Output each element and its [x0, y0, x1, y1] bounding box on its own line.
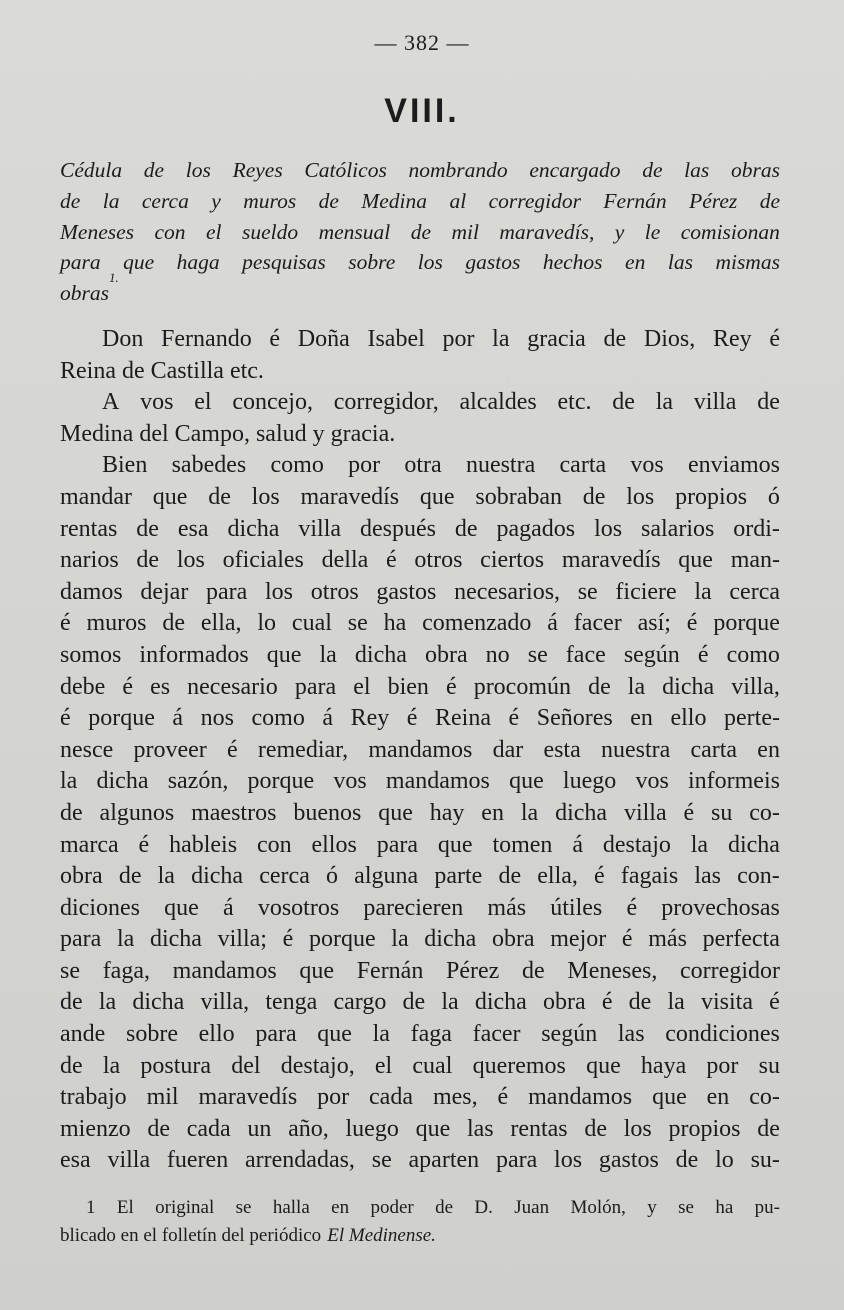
body-line: la dicha sazón, porque vos mandamos que luego vos informeis [60, 768, 780, 795]
page-number: — 382 — [374, 30, 470, 55]
body-line: Medina del Campo, salud y gracia. [60, 420, 396, 447]
body-line: Don Fernando é Doña Isabel por la gracia de Dios, Rey é [102, 326, 780, 352]
body-line: debe é es necesario para el bien é procomún de la dicha villa, [60, 673, 780, 700]
footnote-line [60, 1222, 780, 1250]
body-line: mienzo de cada un año, luego que las rentas de los propios de [60, 1115, 780, 1142]
body-line: de algunos maestros buenos que hay en la dicha villa é su co- [60, 799, 780, 826]
body-line: trabajo mil maravedís por cada mes, é mandamos que en co- [60, 1084, 780, 1111]
body-line: rentas de esa dicha villa después de pagados los salarios ordi- [60, 515, 780, 542]
body-line: mandar que de los maravedís que sobraban de los propios ó [60, 483, 780, 510]
body-line: nesce proveer é remediar, mandamos dar esta nuestra carta en [60, 736, 780, 763]
body-line: obra de la dicha cerca ó alguna parte de ella, é fagais las con- [60, 863, 780, 890]
body-line: narios de los oficiales della é otros ciertos maravedís que man- [60, 547, 780, 574]
body-line: diciones que á vosotros parecieren más útiles é provechosas [60, 894, 780, 921]
summary-line: de la cerca y muros de Medina al corregidor Fernán Pérez de [60, 188, 780, 213]
body-line: damos dejar para los otros gastos necesarios, se ficiere la cerca [60, 578, 780, 605]
body-line: é muros de ella, lo cual se ha comenzado á facer así; é porque [60, 610, 780, 637]
body-line: é porque á nos como á Rey é Reina é Señores en ello perte- [60, 705, 780, 732]
footnote-text: blicado en el folletín del periódico [60, 1225, 322, 1246]
summary-line: Meneses con el sueldo mensual de mil maravedís, y le comisionan [60, 219, 780, 244]
body-line: Bien sabedes como por otra nuestra carta vos enviamos [102, 452, 780, 479]
body-line: Reina de Castilla etc. [60, 357, 264, 384]
body-line: marca é hableis con ellos para que tomen á destajo la dicha [60, 831, 780, 858]
periodical-title: El Medinense. [327, 1225, 436, 1246]
footnote-reference: 1. [108, 271, 119, 286]
body-line: somos informados que la dicha obra no se face según é como [60, 641, 780, 668]
body-line: de la dicha villa, tenga cargo de la dicha obra é de la visita é [60, 989, 780, 1016]
body-line: A vos el concejo, corregidor, alcaldes etc. de la villa de [102, 389, 780, 416]
body-line: de la postura del destajo, el cual queremos que haya por su [60, 1052, 780, 1079]
summary-line: Cédula de los Reyes Católicos nombrando encargado de las obras [60, 158, 780, 182]
footnote-line: 1 El original se halla en poder de D. Juan Molón, y se ha pu- [86, 1197, 780, 1218]
body-line: ande sobre ello para que la faga facer según las condiciones [60, 1021, 780, 1048]
summary-last-word: obras [60, 281, 109, 306]
summary-line [60, 271, 780, 309]
body-line: se faga, mandamos que Fernán Pérez de Meneses, corregidor [60, 957, 780, 984]
body-line: para la dicha villa; é porque la dicha obra mejor é más perfecta [60, 926, 780, 953]
section-heading: VIII. [384, 92, 460, 130]
body-line: esa villa fueren arrendadas, se aparten para los gastos de lo su- [60, 1147, 780, 1174]
summary-line: para que haga pesquisas sobre los gastos hechos en las mismas [60, 250, 780, 275]
document-summary [60, 155, 780, 309]
document-body [60, 324, 780, 1177]
footnote [60, 1194, 780, 1250]
